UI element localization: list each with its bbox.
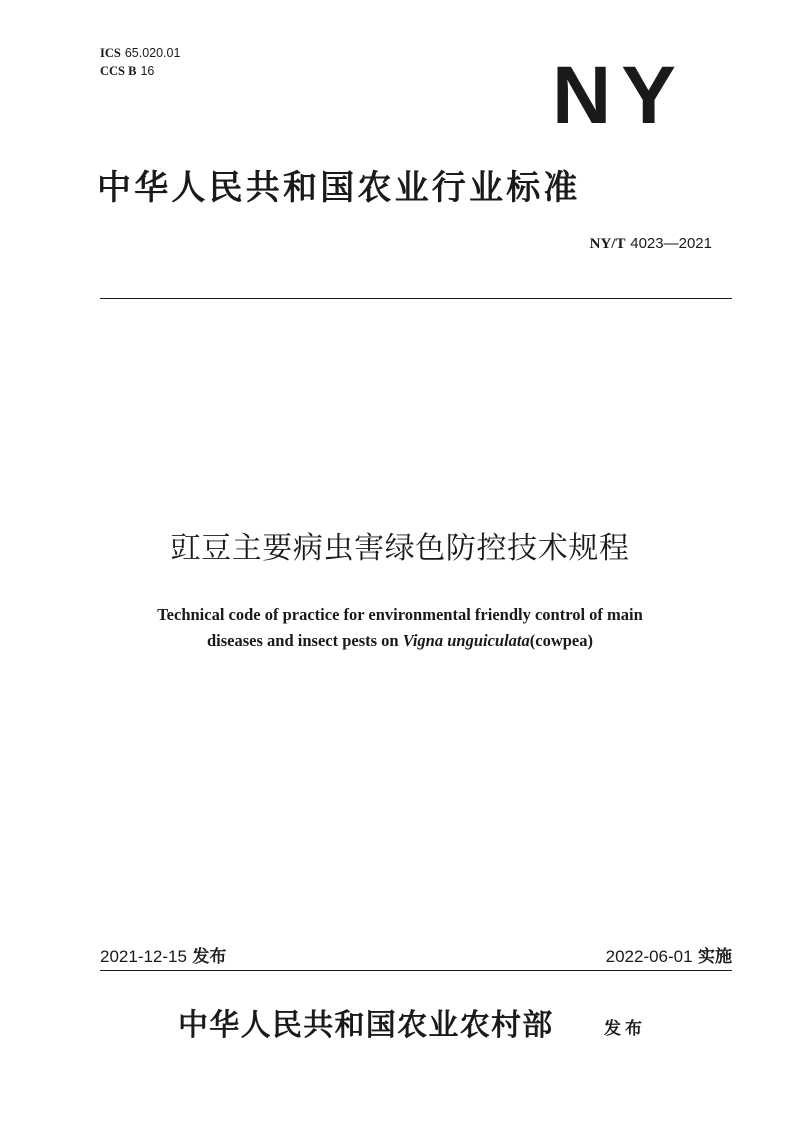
ccs-code: 16 — [140, 64, 155, 78]
implementation-date — [606, 944, 732, 970]
ics-line — [100, 44, 180, 62]
title-en-line-2-post: (cowpea) — [529, 631, 593, 650]
standard-number-prefix: NY/T — [589, 236, 626, 252]
title-en-line-1: Technical code of practice for environmental friendly control of main — [157, 605, 643, 624]
ics-code: 65.020.01 — [124, 46, 181, 60]
issue-date-value: 2021-12-15 — [100, 947, 187, 966]
title-en-line-2 — [0, 628, 800, 654]
publisher-name: 中华人民共和国农业农村部 — [178, 1008, 554, 1043]
standard-number-value: 4023—2021 — [630, 235, 712, 252]
top-divider — [100, 298, 732, 299]
ccs-label: CCS B — [100, 64, 137, 78]
title-en-line-2-pre: diseases and insect pests on — [207, 631, 403, 650]
standard-number — [590, 233, 712, 254]
implementation-date-label: 实施 — [698, 947, 732, 967]
standard-code-logo: NY — [552, 50, 686, 141]
document-title-english — [0, 602, 800, 654]
standard-type-heading: 中华人民共和国农业行业标准 — [97, 168, 581, 208]
ics-label: ICS — [100, 46, 121, 60]
issue-date — [100, 944, 226, 970]
title-en-species: Vigna unguiculata — [402, 631, 530, 650]
classification-codes — [100, 44, 180, 80]
bottom-divider — [100, 970, 732, 971]
publisher-suffix: 发布 — [604, 1019, 646, 1039]
issue-date-label: 发布 — [192, 947, 227, 967]
ccs-line — [100, 62, 180, 80]
implementation-date-value: 2022-06-01 — [605, 947, 693, 966]
document-title-chinese: 豇豆主要病虫害绿色防控技术规程 — [170, 531, 630, 566]
